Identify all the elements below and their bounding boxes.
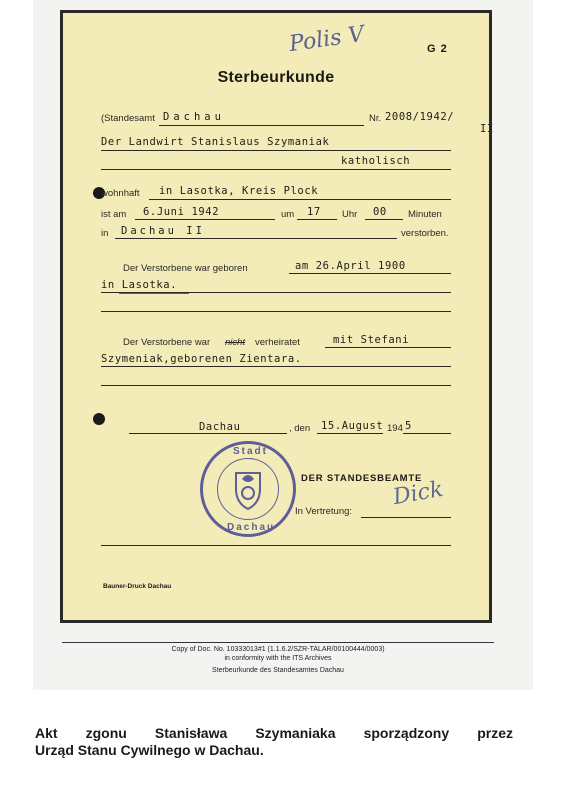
official-label: DER STANDESBEAMTE <box>301 473 423 484</box>
uhr-label: Uhr <box>342 209 358 220</box>
stamp-top-text: Stadt <box>233 446 268 457</box>
minutes-value: 00 <box>373 206 387 218</box>
footer-title-line: Sterbeurkunde des Standesamtes Dachau <box>212 667 344 674</box>
printer-mark: Bauner-Druck Dachau <box>103 583 172 590</box>
date-label: ist am <box>101 209 127 220</box>
born-date: am 26.April 1900 <box>295 260 406 272</box>
person-line: Der Landwirt Stanislaus Szymaniak <box>101 136 330 148</box>
coat-of-arms-icon <box>218 459 278 519</box>
handwritten-annotation: Polis V <box>287 21 366 58</box>
issue-date: 15.August <box>321 420 384 432</box>
number-label: Nr. <box>369 113 382 124</box>
footer-copy-line: Copy of Doc. No. 10333013#1 (1.1.6.2/SZR-TALAR/00100444/0003) <box>171 646 385 653</box>
born-label: Der Verstorbene war geboren <box>123 263 248 274</box>
issue-place: Dachau <box>199 421 241 433</box>
married-value: mit Stefani <box>333 334 410 346</box>
place-value: Dachau II <box>121 225 205 237</box>
punch-hole <box>93 413 105 425</box>
caption-line-2: Urząd Stanu Cywilnego w Dachau. <box>35 742 264 758</box>
stamp-bottom-text: Dachau <box>227 522 276 533</box>
footer-conformity-line: in conformity with the ITS Archives <box>224 655 332 662</box>
hour-label: um <box>281 209 295 220</box>
married-label-b: verheiratet <box>255 337 300 348</box>
residence-label: wohnhaft <box>101 188 140 199</box>
footer-rule <box>62 642 494 643</box>
caption-line-1: Akt zgonu Stanisława Szymaniaka sporządzony przez <box>35 725 513 741</box>
minutes-label: Minuten <box>408 209 442 220</box>
married-label-a: Der Verstorbene war <box>123 337 211 348</box>
place-label: in <box>101 228 109 239</box>
married-struck: nicht <box>225 337 246 348</box>
registry-value: Dachau <box>163 111 225 123</box>
issue-year-digit: 5 <box>405 420 412 432</box>
official-signature: Dick <box>391 476 446 511</box>
registry-label: (Standesamt <box>101 113 155 124</box>
official-stamp <box>200 441 296 537</box>
issue-den-label: , den <box>289 423 311 434</box>
death-certificate <box>60 10 492 623</box>
hour-value: 17 <box>307 206 321 218</box>
document-title: Sterbeurkunde <box>217 69 335 86</box>
religion-value: katholisch <box>341 155 411 167</box>
born-place: in Lasotka. <box>101 279 178 291</box>
deputy-label: In Vertretung: <box>295 506 353 517</box>
form-code: G 2 <box>427 43 448 55</box>
number-value: 2008/1942/ <box>385 111 455 123</box>
spouse-line: Szymeniak,geborenen Zientara. <box>101 353 302 365</box>
died-label: verstorben. <box>401 228 449 239</box>
residence-value: in Lasotka, Kreis Plock <box>159 185 319 197</box>
date-value: 6.Juni 1942 <box>143 206 220 218</box>
issue-year: 194 <box>387 423 403 434</box>
number-suffix: II <box>480 123 494 135</box>
